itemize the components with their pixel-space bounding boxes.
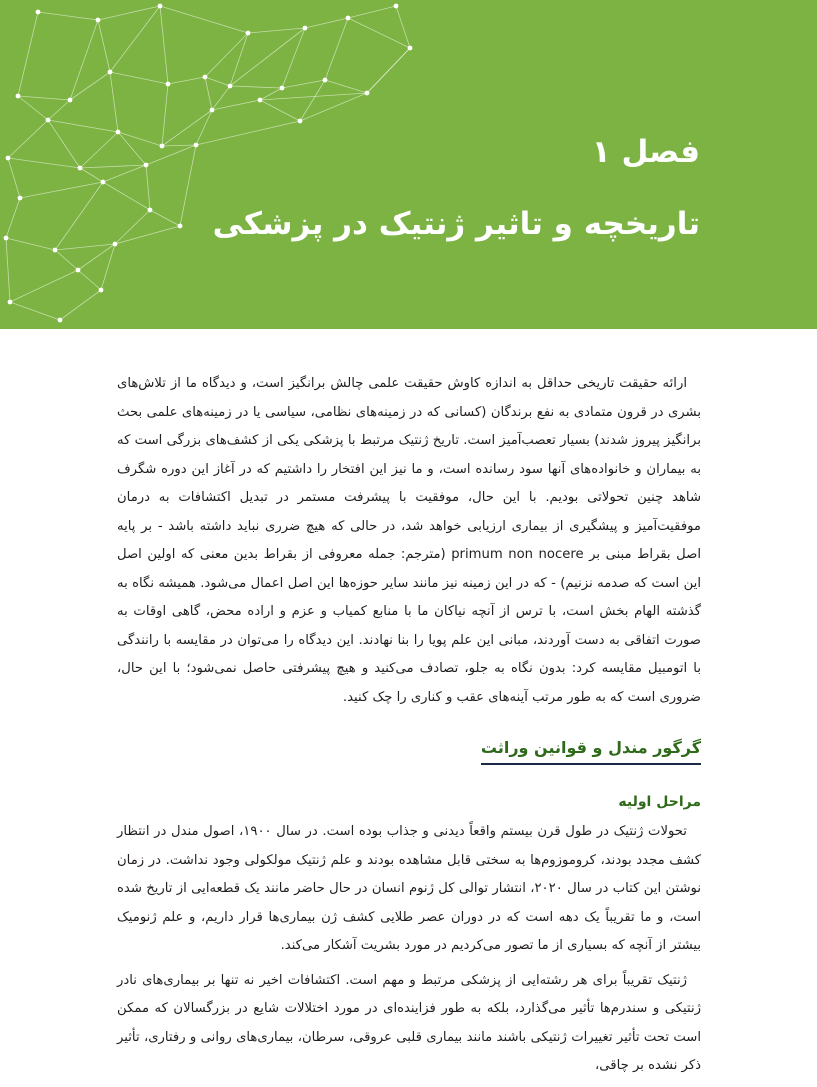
network-line — [150, 210, 180, 226]
network-node — [148, 208, 153, 213]
network-node — [36, 10, 41, 15]
network-node — [280, 86, 285, 91]
network-node — [365, 91, 370, 96]
network-line — [118, 132, 162, 146]
network-line — [162, 110, 212, 146]
network-node — [99, 288, 104, 293]
chapter-content — [117, 370, 701, 1087]
network-node — [113, 242, 118, 247]
network-line — [282, 80, 325, 88]
network-node — [160, 144, 165, 149]
network-node — [78, 166, 83, 171]
network-line — [18, 12, 38, 96]
network-node — [8, 300, 13, 305]
network-line — [48, 120, 118, 132]
network-line — [230, 86, 282, 88]
network-line — [348, 18, 410, 48]
network-line — [146, 165, 150, 210]
network-node — [6, 156, 11, 161]
network-line — [230, 33, 248, 86]
section-heading-container — [117, 738, 701, 784]
network-node — [408, 46, 413, 51]
network-line — [260, 100, 300, 121]
network-line — [103, 182, 150, 210]
network-line — [6, 238, 10, 302]
network-node — [258, 98, 263, 103]
network-line — [212, 86, 230, 110]
network-line — [396, 6, 410, 48]
network-line — [80, 168, 103, 182]
network-line — [205, 77, 230, 86]
network-line — [146, 145, 196, 165]
network-line — [118, 132, 146, 165]
body-paragraph-2: تحولات ژنتیک در طول قرن بیستم واقعاً دیدنی و جذاب بوده است. در سال ۱۹۰۰، اصول مندل در انتظار کشف مجدد بودند، کروموزوم‌ها به سختی قابل مشاهده بودند و علم ژنتیک مولکولی وجود نداشت. در زمان نوشتن این کتاب در سال ۲۰۲۰، انتشار توالی کل ژنوم انسان در حال حاضر مانند یک قطعه‌ایی از تاریخ شده است، و ما تقریباً یک دهه است که در دوران عصر طلایی کشف ژن بیماری‌ها قرار داریم، و علم ژنومیک بیشتر از آنچه که بسیاری از ما تصور می‌کردیم در مورد بشریت آشکار می‌کند. — [117, 824, 701, 953]
network-node — [108, 70, 113, 75]
network-line — [55, 244, 115, 250]
network-line — [367, 48, 410, 93]
network-line — [110, 72, 168, 84]
network-line — [70, 72, 110, 100]
network-node — [246, 31, 251, 36]
network-line — [70, 20, 98, 100]
chapter-banner — [0, 0, 817, 329]
network-line — [101, 244, 115, 290]
network-node — [16, 94, 21, 99]
network-line — [80, 165, 146, 168]
network-node — [228, 84, 233, 89]
network-node — [58, 318, 63, 323]
network-line — [8, 158, 80, 168]
network-line — [6, 198, 20, 238]
network-node — [96, 18, 101, 23]
network-line — [60, 290, 101, 320]
network-line — [38, 12, 98, 20]
network-node — [194, 143, 199, 148]
network-line — [103, 165, 146, 182]
network-line — [20, 182, 103, 198]
network-node — [178, 224, 183, 229]
network-line — [110, 72, 118, 132]
network-node — [68, 98, 73, 103]
network-line — [196, 121, 300, 145]
network-node — [298, 119, 303, 124]
network-line — [305, 18, 348, 28]
network-line — [10, 270, 78, 302]
network-node — [116, 130, 121, 135]
network-line — [300, 80, 325, 121]
network-node — [76, 268, 81, 273]
section-heading: گرگور مندل و قوانین وراثت — [481, 738, 701, 765]
network-line — [18, 96, 70, 100]
network-line — [48, 100, 70, 120]
body-paragraph-3: ژنتیک تقریباً برای هر رشته‌ایی از پزشکی مرتبط و مهم است. اکتشافات اخیر نه تنها بر بیماری‌های نادر ژنتیکی و سندرم‌ها تأثیر می‌گذارد، بلکه به طور فزاینده‌ای در مورد اختلالات شایع در بزرگسالان که ممکن است تحت تأثیر تغییرات ژنتیکی باشند مانند بیماری قلبی عروقی، سرطان، بیماری‌های روانی و رفتاری، تأثیر ذکر نشده بر چاقی، — [117, 972, 701, 1073]
network-node — [4, 236, 9, 241]
network-node — [323, 78, 328, 83]
network-line — [180, 145, 196, 226]
network-line — [348, 6, 396, 18]
subsection-heading: مراحل اولیه — [618, 794, 701, 810]
chapter-number: فصل ۱ — [591, 134, 700, 170]
network-node — [46, 118, 51, 123]
intro-paragraph: ارائه حقیقت تاریخی حداقل به اندازه کاوش حقیقت علمی چالش برانگیز است، و دیدگاه ما از تلاش‌های بشری در قرون متمادی به نفع برندگان (کسانی که در زمینه‌های نظامی، سیاسی یا در زمینه‌های علمی بحث برانگیز پیروز شدند) بسیار تعصب‌آمیز است. تاریخ ژنتیک مرتبط با پزشکی یکی از کشف‌های بزرگی است که به بیماران و خانواده‌های آنها سود رسانده است، و ما نیز این افتخار را داشتیم که در آغاز این دوره شگرف شاهد چنین تحولاتی بودیم. با این حال، موفقیت با پیشرفت مستمر در تبدیل اکتشافات به درمان موفقیت‌آمیز و پیشگیری از بیماری ارزیابی خواهد شد، در حالی که هیچ ضرری نباید داشته باشد - بر پایه اصل بقراط مبنی بر primum non nocere (مترجم: جمله معروفی از بقراط بدین معنی که اولین اصل این است که صدمه نزنیم) - که در این زمینه نیز مانند سایر حوزه‌ها این اصل اعمال می‌شود. همیشه نگاه به گذشته الهام بخش است، با ترس از آنچه نیاکان ما با منابع کمیاب و عزم و اراده محض، گاهی اوقات به صورت اتفاقی به دست آوردند، مبانی این علم پویا را بنا نهادند. این دیدگاه را می‌توان در مقایسه با رانندگی با اتومبیل مقایسه کرد: بدون نگاه به جلو، تصادف می‌کنید و هیچ پیشرفتی حاصل نمی‌شود؛ با این حال، ضروری است که به طور مرتب آینه‌های عقب و کناری را چک کنید. — [117, 376, 701, 705]
network-line — [10, 302, 60, 320]
network-node — [101, 180, 106, 185]
network-line — [8, 120, 48, 158]
network-line — [205, 77, 212, 110]
network-line — [196, 110, 212, 145]
network-line — [300, 93, 367, 121]
network-node — [210, 108, 215, 113]
network-line — [48, 120, 80, 168]
network-line — [18, 96, 48, 120]
network-line — [260, 88, 282, 100]
network-line — [248, 28, 305, 33]
network-line — [160, 6, 248, 33]
network-line — [325, 18, 348, 80]
network-line — [8, 158, 20, 198]
network-line — [78, 244, 115, 270]
chapter-title: تاریخچه و تاثیر ژنتیک در پزشکی — [212, 206, 700, 242]
network-node — [203, 75, 208, 80]
network-line — [55, 182, 103, 250]
network-node — [158, 4, 163, 9]
network-line — [205, 33, 248, 77]
network-node — [53, 248, 58, 253]
network-node — [346, 16, 351, 21]
network-line — [80, 132, 118, 168]
network-line — [162, 84, 168, 146]
network-line — [78, 270, 101, 290]
network-node — [166, 82, 171, 87]
network-line — [325, 80, 367, 93]
network-line — [212, 100, 260, 110]
network-line — [98, 20, 110, 72]
network-line — [6, 238, 55, 250]
network-node — [394, 4, 399, 9]
network-line — [168, 77, 205, 84]
network-line — [160, 6, 168, 84]
network-node — [303, 26, 308, 31]
network-line — [55, 250, 78, 270]
network-line — [162, 145, 196, 146]
network-node — [18, 196, 23, 201]
network-node — [144, 163, 149, 168]
